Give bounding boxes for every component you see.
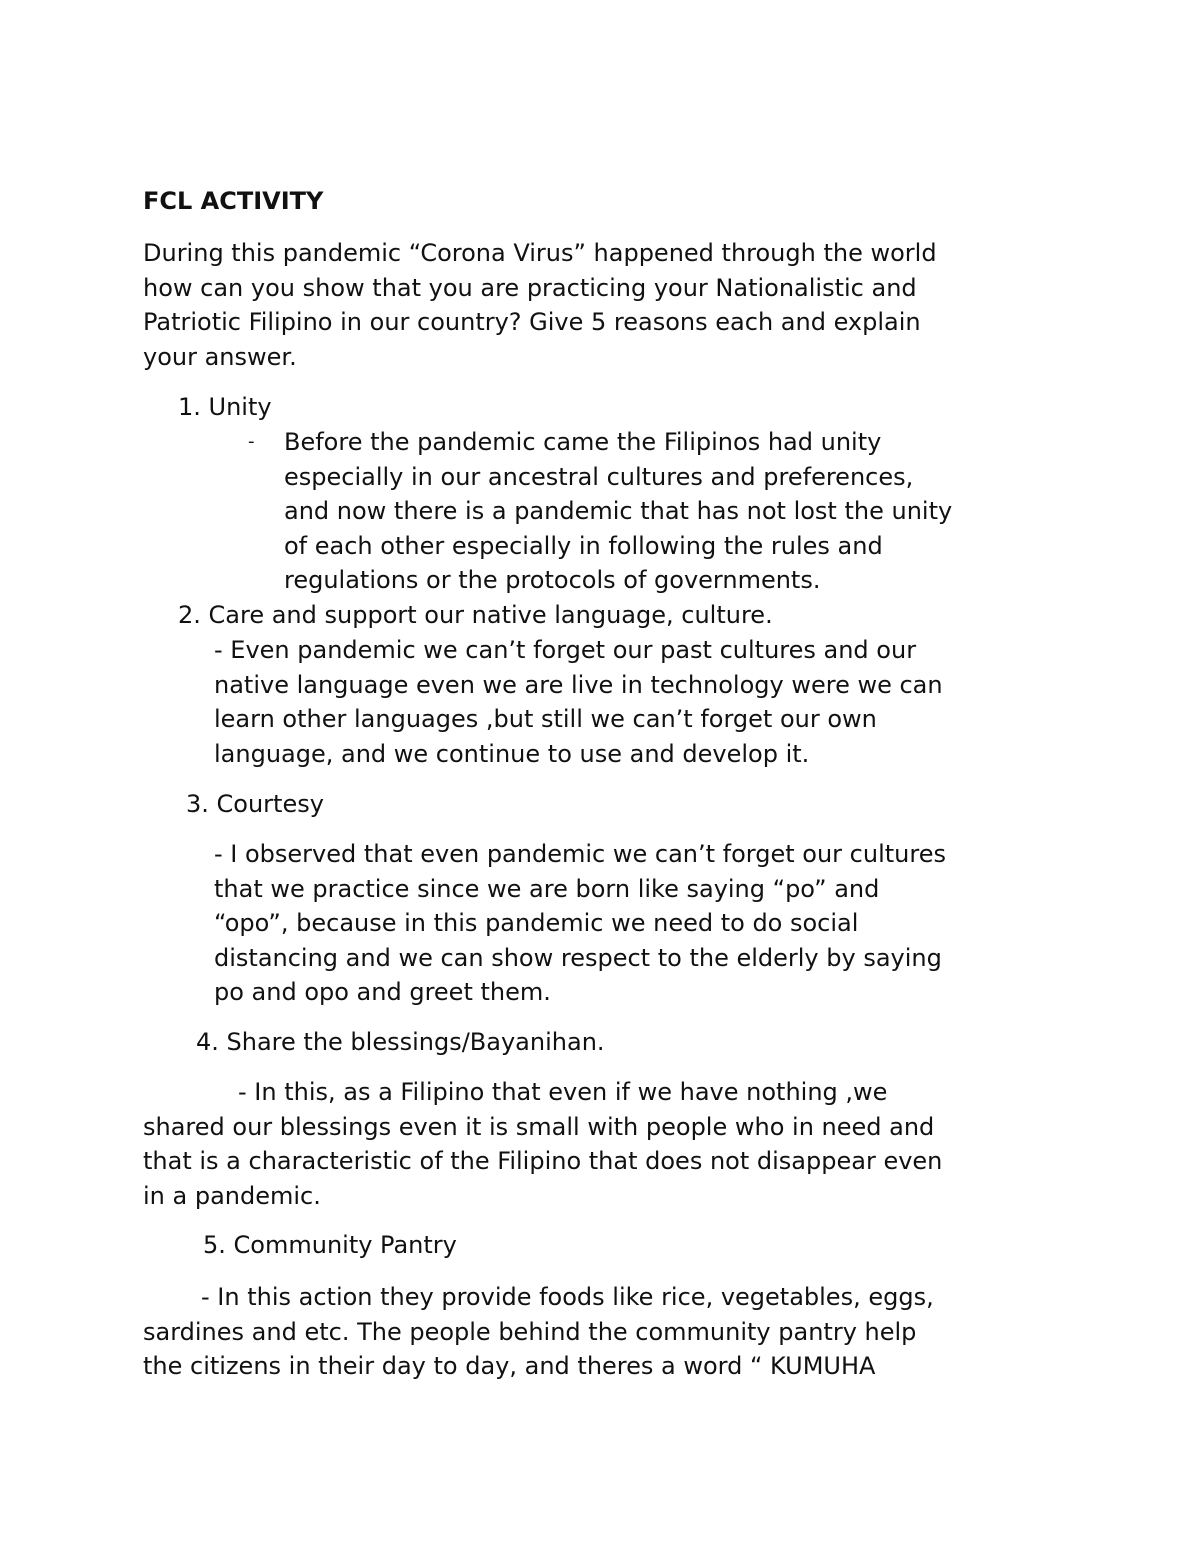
item-3-line: po and opo and greet them.	[214, 978, 551, 1007]
intro-paragraph	[143, 236, 937, 374]
item-2-heading: 2. Care and support our native language, culture.	[178, 601, 773, 629]
document-title: FCL ACTIVITY	[143, 187, 324, 215]
item-4-line: shared our blessings even it is small with people who in need and	[143, 1112, 935, 1141]
item-5-body	[143, 1280, 934, 1384]
item-5-heading: 5. Community Pantry	[203, 1231, 457, 1259]
item-3-body	[214, 837, 946, 1010]
intro-line: During this pandemic “Corona Virus” happened through the world	[143, 239, 937, 267]
item-1-line: regulations or the protocols of governments.	[284, 566, 821, 595]
item-1-dash: -	[248, 431, 255, 452]
item-3-heading: 3. Courtesy	[186, 790, 324, 818]
item-2-body	[214, 633, 943, 771]
item-5-line: sardines and etc. The people behind the community pantry help	[143, 1317, 917, 1346]
item-2-line: - Even pandemic we can’t forget our past cultures and our	[214, 636, 917, 664]
intro-line: your answer.	[143, 342, 297, 371]
item-1-body	[284, 425, 952, 598]
item-5-line: - In this action they provide foods like rice, vegetables, eggs,	[201, 1283, 934, 1311]
intro-line: how can you show that you are practicing your Nationalistic and	[143, 273, 917, 302]
item-4-heading: 4. Share the blessings/Bayanihan.	[196, 1028, 605, 1056]
item-3-line: - I observed that even pandemic we can’t forget our cultures	[214, 840, 946, 868]
item-4-body	[143, 1075, 942, 1213]
item-1-line: and now there is a pandemic that has not lost the unity	[284, 497, 953, 526]
item-1-line: especially in our ancestral cultures and preferences,	[284, 462, 914, 491]
item-4-line: that is a characteristic of the Filipino that does not disappear even	[143, 1147, 943, 1176]
item-2-line: learn other languages ,but still we can’t forget our own	[214, 705, 877, 734]
item-5-line: the citizens in their day to day, and theres a word “ KUMUHA	[143, 1352, 876, 1381]
item-2-line: native language even we are live in technology were we can	[214, 670, 943, 699]
item-3-line: that we practice since we are born like saying “po” and	[214, 874, 880, 903]
item-3-line: “opo”, because in this pandemic we need to do social	[214, 909, 859, 938]
item-3-line: distancing and we can show respect to the elderly by saying	[214, 943, 942, 972]
item-4-line: - In this, as a Filipino that even if we have nothing ,we	[238, 1078, 888, 1106]
item-2-line: language, and we continue to use and develop it.	[214, 739, 810, 768]
item-1-line: Before the pandemic came the Filipinos had unity	[284, 428, 882, 456]
intro-line: Patriotic Filipino in our country? Give 5 reasons each and explain	[143, 308, 921, 337]
item-1-line: of each other especially in following the rules and	[284, 531, 883, 560]
item-4-line: in a pandemic.	[143, 1181, 321, 1210]
item-1-heading: 1. Unity	[178, 393, 272, 421]
